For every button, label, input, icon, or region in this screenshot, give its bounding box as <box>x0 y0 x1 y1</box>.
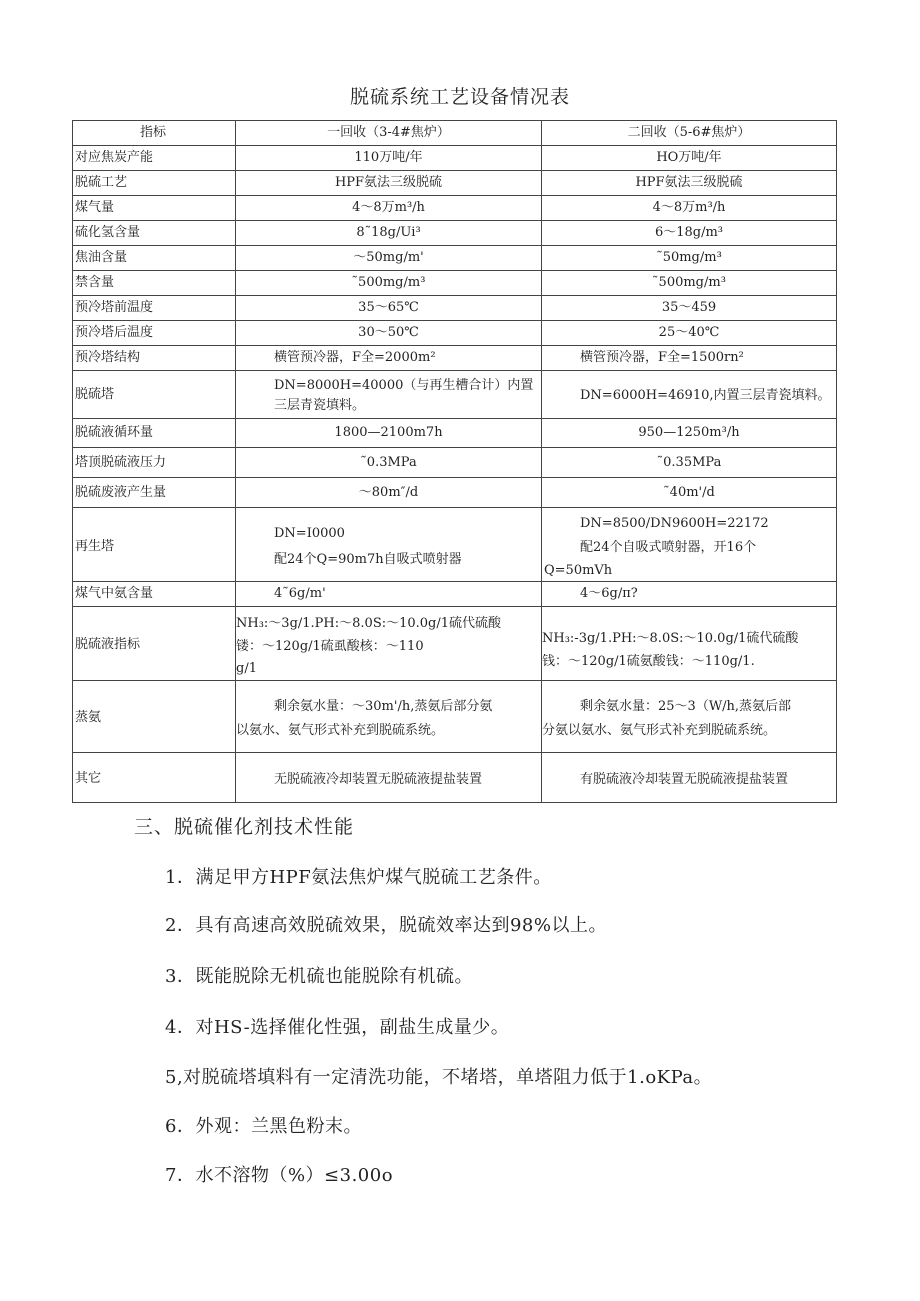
table-row <box>73 371 837 419</box>
cell: 横管预冷器，F全=1500rn² <box>542 346 837 371</box>
row-label: 脱硫废液产生量 <box>73 478 236 508</box>
cell-line: 剩余氨水量：25～3（W/h,蒸氨后部 <box>580 698 792 714</box>
cell-line: NH₃:-3g/1.PH:～8.0S:～10.0g/1硫代硫酸 <box>542 630 799 646</box>
row-label: 预冷塔后温度 <box>73 321 236 346</box>
table-row <box>73 508 837 582</box>
cell <box>542 681 837 753</box>
cell: 横管预冷器，F全=2000m² <box>236 346 542 371</box>
table-row <box>73 346 837 371</box>
cell: 4～8万m³/h <box>542 196 837 221</box>
cell: DN=8000H=40000（与再生槽合计）内置三层青瓷填料。 <box>236 371 542 419</box>
table-row <box>73 582 837 607</box>
cell: 30～50℃ <box>236 321 542 346</box>
row-label: 再生塔 <box>73 508 236 582</box>
table-row <box>73 196 837 221</box>
cell-line: 剩余氨水量：～30m'/h,蒸氨后部分氨 <box>274 698 493 714</box>
cell <box>542 508 837 582</box>
list-item: 3．既能脱除无机硫也能脱除有机硫。 <box>165 966 473 987</box>
cell: HO万吨/年 <box>542 146 837 171</box>
table-row <box>73 296 837 321</box>
row-label: 脱硫液指标 <box>73 607 236 681</box>
header-cell: 一回收（3-4#焦炉） <box>236 121 542 146</box>
row-label: 预冷塔前温度 <box>73 296 236 321</box>
table-row <box>73 146 837 171</box>
cell: ˜0.35MPa <box>542 448 837 478</box>
row-label: 硫化氢含量 <box>73 221 236 246</box>
table-row <box>73 271 837 296</box>
cell: DN=6000H=46910,内置三层青瓷填料。 <box>542 371 837 419</box>
row-label: 焦油含量 <box>73 246 236 271</box>
cell-line: 配24个自吸式喷射器，开16个 <box>580 539 757 555</box>
list-item: 6．外观：兰黑色粉末。 <box>165 1116 362 1137</box>
row-label: 其它 <box>73 753 236 803</box>
cell <box>236 607 542 681</box>
cell: HPF氨法三级脱硫 <box>236 171 542 196</box>
page-title: 脱硫系统工艺设备情况表 <box>349 86 570 108</box>
cell: ˜0.3MPa <box>236 448 542 478</box>
list-item: 5,对脱硫塔填料有一定清洗功能，不堵塔，单塔阻力低于1.oKPa。 <box>165 1067 713 1088</box>
cell: ˜500mg/m³ <box>542 271 837 296</box>
equipment-table <box>72 120 837 803</box>
cell: 4～6g/π? <box>542 582 837 607</box>
cell: ˜500mg/m³ <box>236 271 542 296</box>
table-header-row <box>73 121 837 146</box>
row-label: 煤气中氨含量 <box>73 582 236 607</box>
table-row <box>73 753 837 803</box>
cell: 35～459 <box>542 296 837 321</box>
table-row <box>73 448 837 478</box>
row-label: 禁含量 <box>73 271 236 296</box>
header-cell: 指标 <box>73 121 236 146</box>
cell-line: g/1 <box>236 660 257 676</box>
cell-line: 分氨以氨水、氨气形式补充到脱硫系统。 <box>542 722 777 738</box>
header-cell: 二回收（5-6#焦炉） <box>542 121 837 146</box>
table-row <box>73 246 837 271</box>
cell: ˜40m'/d <box>542 478 837 508</box>
table-row <box>73 321 837 346</box>
cell <box>542 607 837 681</box>
cell: ˜50mg/m³ <box>542 246 837 271</box>
row-label: 煤气量 <box>73 196 236 221</box>
cell: 35～65℃ <box>236 296 542 321</box>
cell: 25～40℃ <box>542 321 837 346</box>
row-label: 对应焦炭产能 <box>73 146 236 171</box>
cell: 1800—2100m7h <box>236 419 542 448</box>
row-label: 脱硫工艺 <box>73 171 236 196</box>
table-row <box>73 478 837 508</box>
cell-line: DN=I0000 <box>274 525 345 541</box>
cell-line: 镂：～120g/1硫虱酸核：～110 <box>236 638 424 654</box>
cell: 950—1250m³/h <box>542 419 837 448</box>
list-item: 4．对HS-选择催化性强，副盐生成量少。 <box>165 1017 510 1038</box>
row-label: 蒸氨 <box>73 681 236 753</box>
cell: HPF氨法三级脱硫 <box>542 171 837 196</box>
row-label: 脱硫液循环量 <box>73 419 236 448</box>
table-row <box>73 171 837 196</box>
table-row <box>73 607 837 681</box>
table-row <box>73 419 837 448</box>
cell-line: 以氨水、氨气形式补充到脱硫系统。 <box>236 722 445 738</box>
table-row <box>73 221 837 246</box>
section-heading: 三、脱硫催化剂技术性能 <box>134 816 355 838</box>
cell: 有脱硫液冷却装置无脱硫液提盐装置 <box>542 753 837 803</box>
cell: 110万吨/年 <box>236 146 542 171</box>
cell: 无脱硫液冷却装置无脱硫液提盐装置 <box>236 753 542 803</box>
cell: 4～8万m³/h <box>236 196 542 221</box>
row-label: 塔顶脱硫液压力 <box>73 448 236 478</box>
list-item: 7．水不溶物（%）≤3.00o <box>165 1165 394 1186</box>
cell: 8˜18g/Ui³ <box>236 221 542 246</box>
list-item: 1．满足甲方HPF氨法焦炉煤气脱硫工艺条件。 <box>165 867 552 888</box>
cell <box>236 508 542 582</box>
row-label: 脱硫塔 <box>73 371 236 419</box>
cell: ～50mg/m' <box>236 246 542 271</box>
cell-line: 配24个Q=90m7h自吸式喷射器 <box>274 551 462 567</box>
table-row <box>73 681 837 753</box>
cell-line: NH₃:～3g/1.PH:～8.0S:～10.0g/1硫代硫酸 <box>236 615 502 631</box>
row-label: 预冷塔结构 <box>73 346 236 371</box>
cell: ～80m″/d <box>236 478 542 508</box>
cell <box>236 681 542 753</box>
cell-line: 钱：～120g/1硫氨酸钱：～110g/1. <box>542 653 755 669</box>
list-item: 2．具有高速高效脱硫效果，脱硫效率达到98%以上。 <box>165 915 607 936</box>
cell: 4˜6g/m' <box>236 582 542 607</box>
cell-line: DN=8500/DN9600H=22172 <box>580 515 769 531</box>
cell: 6～18g/m³ <box>542 221 837 246</box>
cell-line: Q=50mVh <box>544 562 613 578</box>
